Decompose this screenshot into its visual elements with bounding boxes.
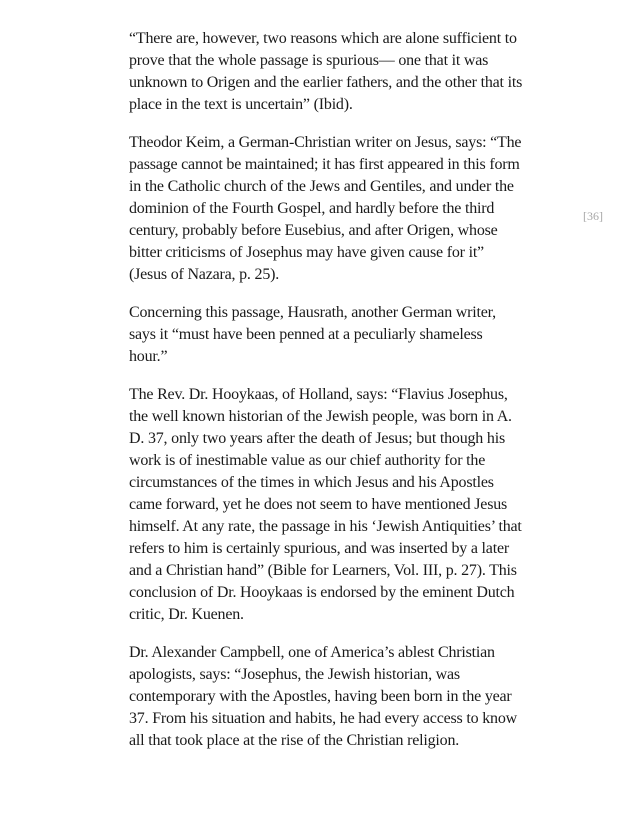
paragraph-campbell: Dr. Alexander Campbell, one of America’s ablest Christian apologists, says: “Josephus, the Jewish historian, was contemporary with the Apostles, having been born in the year 37. From his situation and habits, he had every access to know all that took place at the rise of the Christian religion. [129, 644, 517, 749]
page-number: [36] [583, 209, 603, 223]
paragraph-origen-quote: “There are, however, two reasons which are alone sufficient to prove that the whole passage is spurious— one that it was unknown to Origen and the earlier fathers, and the other that its place in the text is uncertain” (Ibid). [129, 30, 523, 113]
paragraph-keim: Theodor Keim, a German-Christian writer on Jesus, says: “The passage cannot be maintained; it has first appeared in this form in the Catholic church of the Jews and Gentiles, and under the dominion of the Fourth Gospel, and hardly before the third century, probably before Eusebius, and after Origen, whose bitter criticisms of Josephus may have given cause for it” (Jesus of Nazara, p. 25). [129, 134, 522, 283]
paragraph-hausrath: Concerning this passage, Hausrath, another German writer, says it “must have been penned at a peculiarly shameless hour.” [129, 304, 496, 365]
paragraph-hooykaas: The Rev. Dr. Hooykaas, of Holland, says: “Flavius Josephus, the well known historian of the Jewish people, was born in A. D. 37, only two years after the death of Jesus; but though his work is of inestimable value as our chief authority for the circumstances of the times in which Jesus and his Apostles came forward, yet he does not seem to have mentioned Jesus himself. At any rate, the passage in his ‘Jewish Antiquities’ that refers to him is certainly spurious, and was inserted by a later and a Christian hand” (Bible for Learners, Vol. III, p. 27). This conclusion of Dr. Hooykaas is endorsed by the eminent Dutch critic, Dr. Kuenen. [129, 386, 522, 623]
page-body [129, 28, 524, 768]
